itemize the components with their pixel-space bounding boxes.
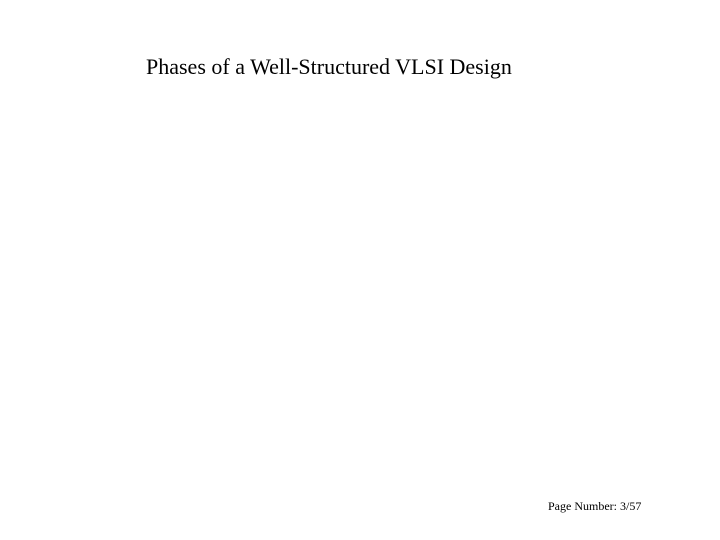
slide-title: Phases of a Well-Structured VLSI Design xyxy=(146,54,512,79)
page-number: Page Number: 3/57 xyxy=(548,499,642,513)
